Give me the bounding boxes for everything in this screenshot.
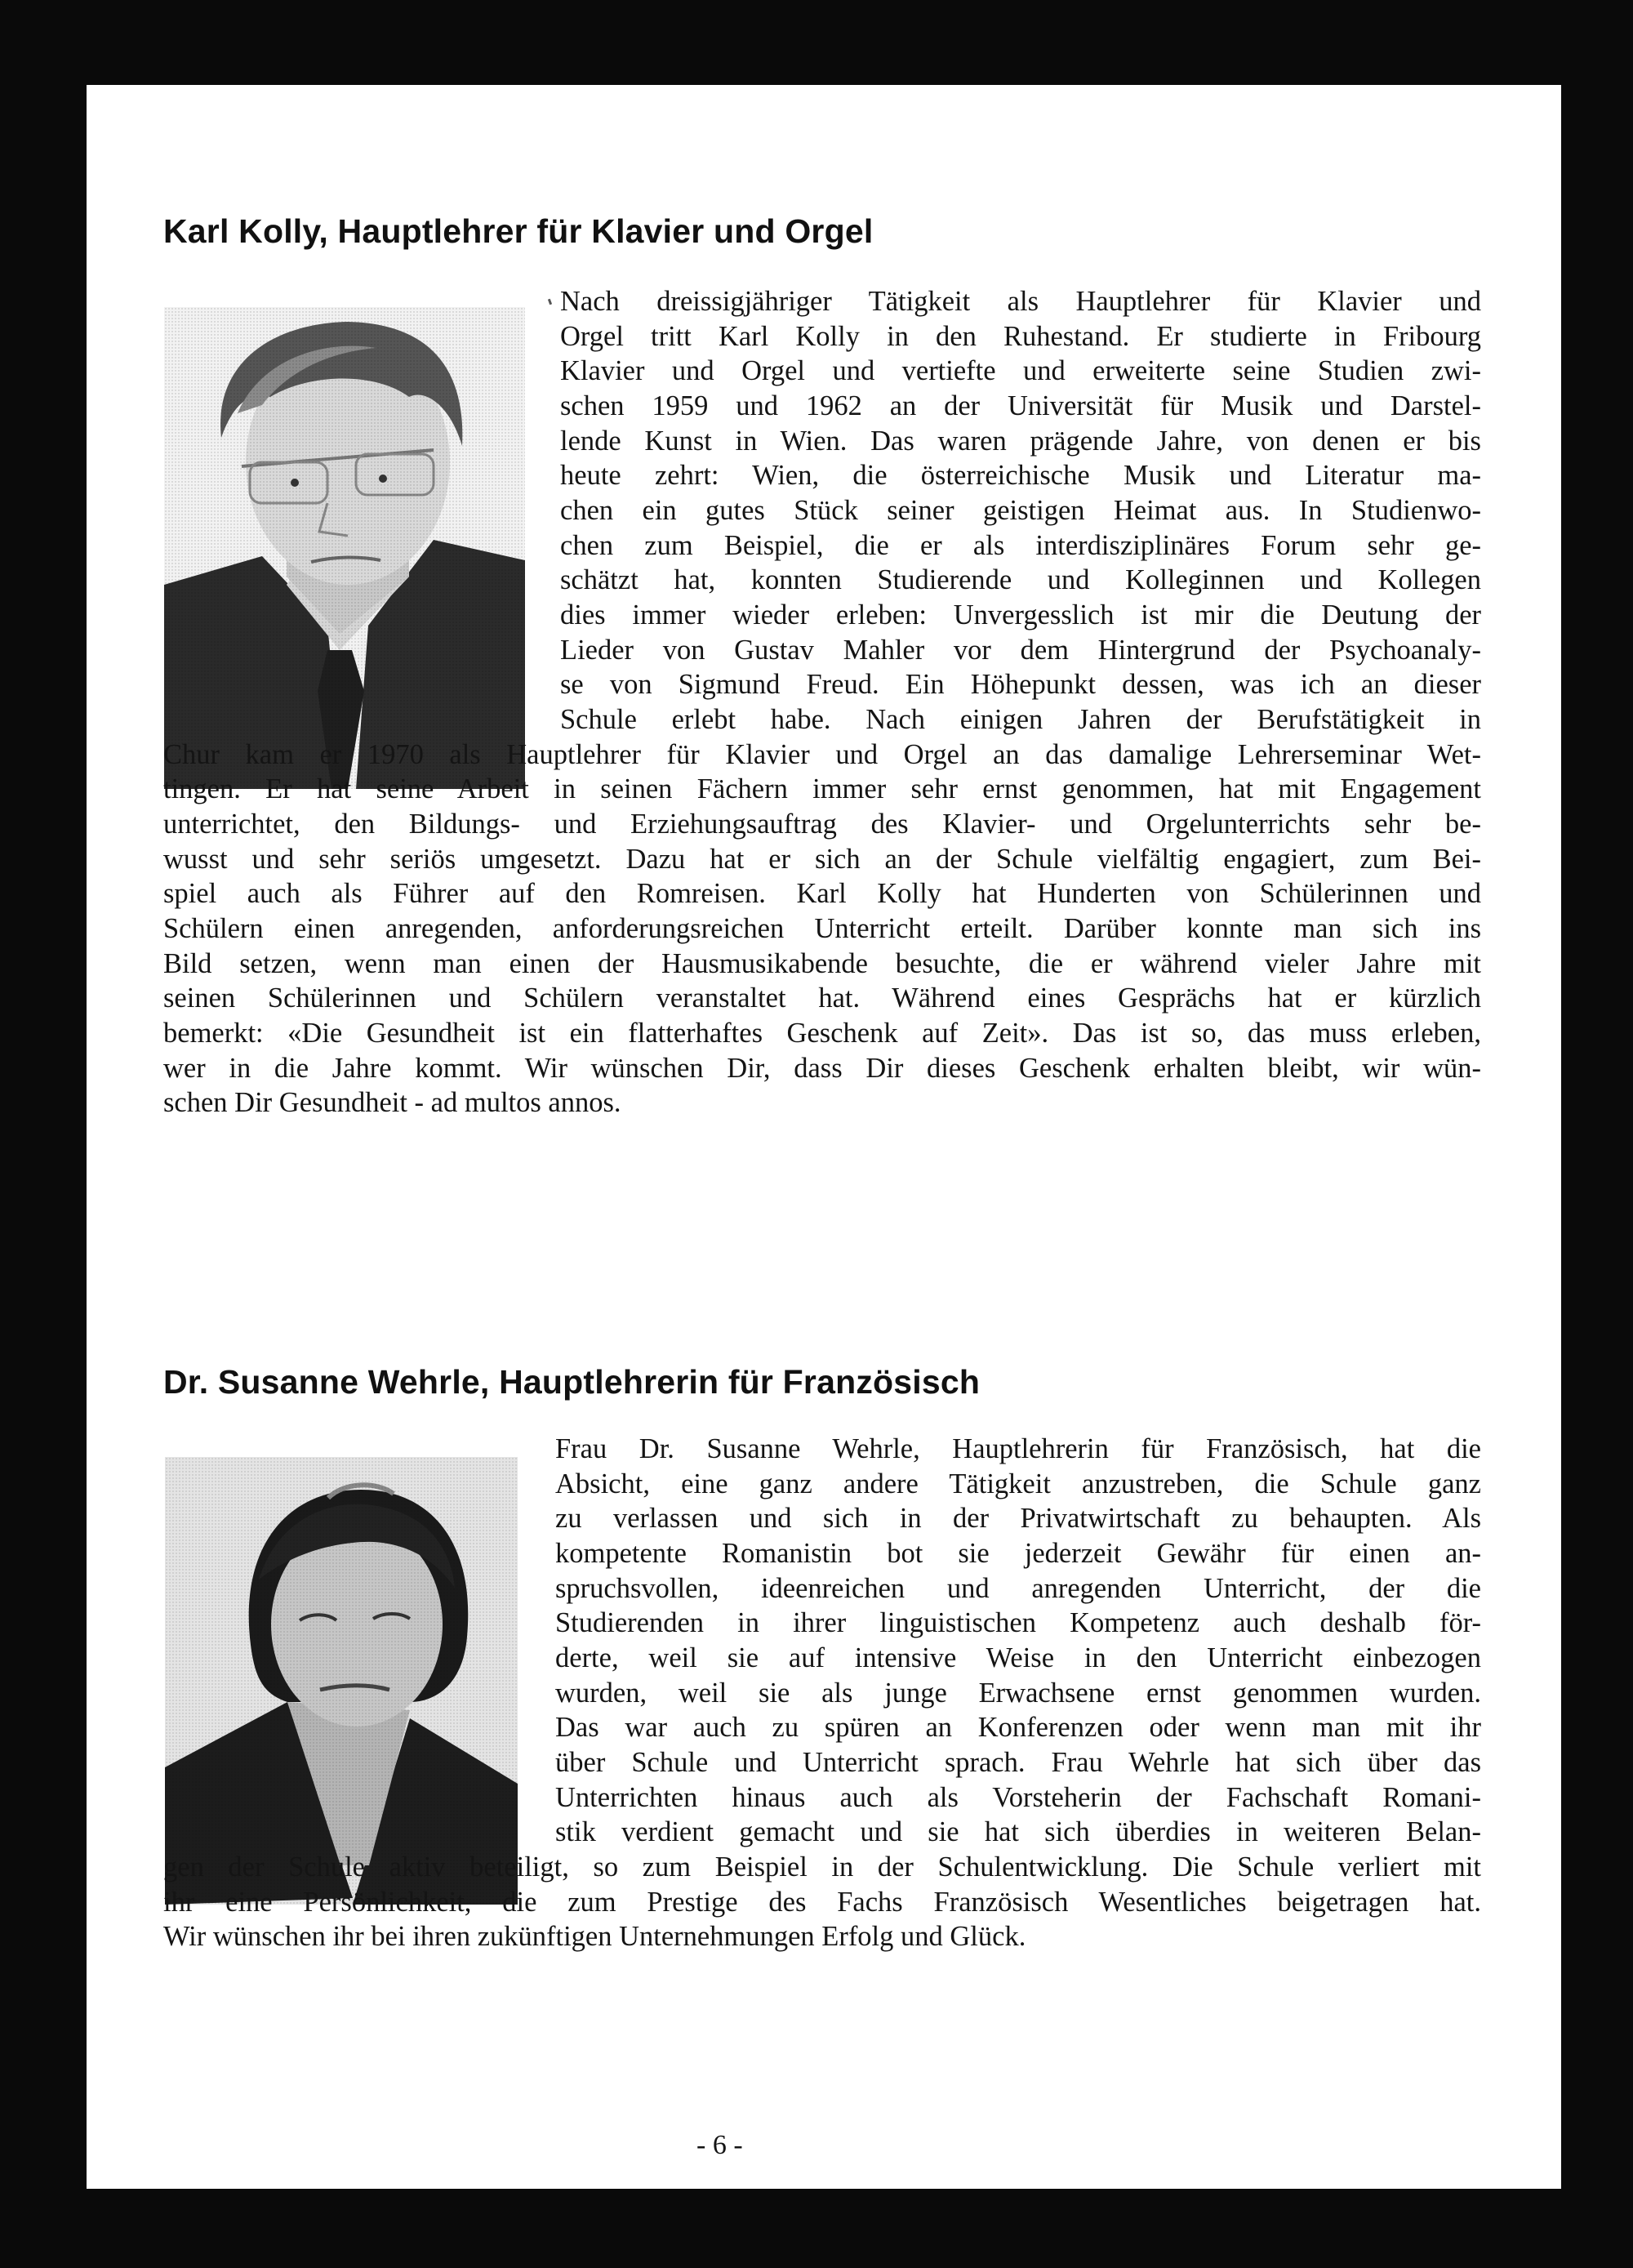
text-line: Chur kam er 1970 als Hauptlehrer für Klavier und Orgel an das damalige Lehrerseminar Wet- [163, 739, 1481, 770]
text-line: seinen Schülerinnen und Schülern veranstaltet hat. Während eines Gesprächs hat er kürzlich [163, 983, 1481, 1014]
text-line: Absicht, eine ganz andere Tätigkeit anzustreben, die Schule ganz [555, 1468, 1481, 1499]
text-line: schätzt hat, konnten Studierende und Kolleginnen und Kollegen [560, 564, 1481, 595]
text-line: über Schule und Unterricht sprach. Frau Wehrle hat sich über das [555, 1747, 1481, 1778]
text-line: Das war auch zu spüren an Konferenzen oder wenn man mit ihr [555, 1712, 1481, 1743]
text-line: schen 1959 und 1962 an der Universität für Musik und Darstel- [560, 390, 1481, 421]
text-line: chen zum Beispiel, die er als interdisziplinäres Forum sehr ge- [560, 530, 1481, 561]
text-line: schen Dir Gesundheit - ad multos annos. [163, 1087, 621, 1118]
text-line: unterrichtet, den Bildungs- und Erziehungsauftrag des Klavier- und Orgelunterrichts sehr be- [163, 809, 1481, 840]
text-line: Nach dreissigjähriger Tätigkeit als Hauptlehrer für Klavier und [560, 286, 1481, 317]
text-line: lende Kunst in Wien. Das waren prägende Jahre, von denen er bis [560, 426, 1481, 457]
text-line: Klavier und Orgel und vertiefte und erweiterte seine Studien zwi- [560, 355, 1481, 386]
text-line: dies immer wieder erleben: Unvergesslich ist mir die Deutung der [560, 599, 1481, 630]
text-line: ihr eine Persönlichkeit, die zum Prestige des Fachs Französisch Wesentliches beigetragen hat. [163, 1887, 1481, 1918]
text-line: wer in die Jahre kommt. Wir wünschen Dir, dass Dir dieses Geschenk erhalten bleibt, wir wün- [163, 1053, 1481, 1084]
text-line: wusst und sehr seriös umgesetzt. Dazu hat er sich an der Schule vielfältig engagiert, zum Bei- [163, 844, 1481, 875]
text-line: spruchsvollen, ideenreichen und anregenden Unterricht, der die [555, 1573, 1481, 1604]
text-line: gen der Schule aktiv beteiligt, so zum Beispiel in der Schulentwicklung. Die Schule verliert mit [163, 1851, 1481, 1883]
text-line: Unterrichten hinaus auch als Vorsteherin der Fachschaft Romani- [555, 1782, 1481, 1813]
text-line: wurden, weil sie als junge Erwachsene ernst genommen wurden. [555, 1678, 1481, 1709]
text-line: Bild setzen, wenn man einen der Hausmusikabende besuchte, die er während vieler Jahre mit [163, 948, 1481, 979]
text-line: Schülern einen anregenden, anforderungsreichen Unterricht erteilt. Darüber konnte man sich ins [163, 913, 1481, 944]
portrait-photo-karl-kolly [164, 307, 525, 789]
text-line: kompetente Romanistin bot sie jederzeit Gewähr für einen an- [555, 1538, 1481, 1569]
text-line: stik verdient gemacht und sie hat sich überdies in weiteren Belan- [555, 1816, 1481, 1847]
text-line: tingen. Er hat seine Arbeit in seinen Fächern immer sehr ernst genommen, hat mit Engagement [163, 773, 1481, 804]
text-line: Frau Dr. Susanne Wehrle, Hauptlehrerin für Französisch, hat die [555, 1433, 1481, 1464]
text-line: chen ein gutes Stück seiner geistigen Heimat aus. In Studienwo- [560, 495, 1481, 526]
text-line: Orgel tritt Karl Kolly in den Ruhestand. Er studierte in Fribourg [560, 321, 1481, 352]
text-line: zu verlassen und sich in der Privatwirtschaft zu behaupten. Als [555, 1503, 1481, 1534]
portrait-photo-susanne-wehrle [165, 1457, 518, 1905]
text-line: se von Sigmund Freud. Ein Höhepunkt dessen, was ich an dieser [560, 669, 1481, 700]
text-line: derte, weil sie auf intensive Weise in den Unterricht einbezogen [555, 1642, 1481, 1673]
scan-speck [548, 299, 552, 305]
text-line: Schule erlebt habe. Nach einigen Jahren der Berufstätigkeit in [560, 704, 1481, 735]
text-line: Studierenden in ihrer linguistischen Kompetenz auch deshalb för- [555, 1607, 1481, 1638]
section-heading-karl-kolly: Karl Kolly, Hauptlehrer für Klavier und Orgel [163, 212, 874, 250]
document-page [87, 85, 1561, 2189]
portrait-woman-icon [165, 1457, 518, 1905]
text-line: heute zehrt: Wien, die österreichische Musik und Literatur ma- [560, 460, 1481, 491]
portrait-man-icon [164, 307, 525, 789]
text-line: spiel auch als Führer auf den Romreisen. Karl Kolly hat Hunderten von Schülerinnen und [163, 878, 1481, 909]
text-line: Lieder von Gustav Mahler vor dem Hintergrund der Psychoanaly- [560, 635, 1481, 666]
section-heading-susanne-wehrle: Dr. Susanne Wehrle, Hauptlehrerin für Französisch [163, 1363, 981, 1401]
text-line: Wir wünschen ihr bei ihren zukünftigen Unternehmungen Erfolg und Glück. [163, 1921, 1026, 1952]
page-number: - 6 - [696, 2130, 743, 2160]
text-line: bemerkt: «Die Gesundheit ist ein flatterhaftes Geschenk auf Zeit». Das ist so, das muss erleben, [163, 1018, 1481, 1049]
